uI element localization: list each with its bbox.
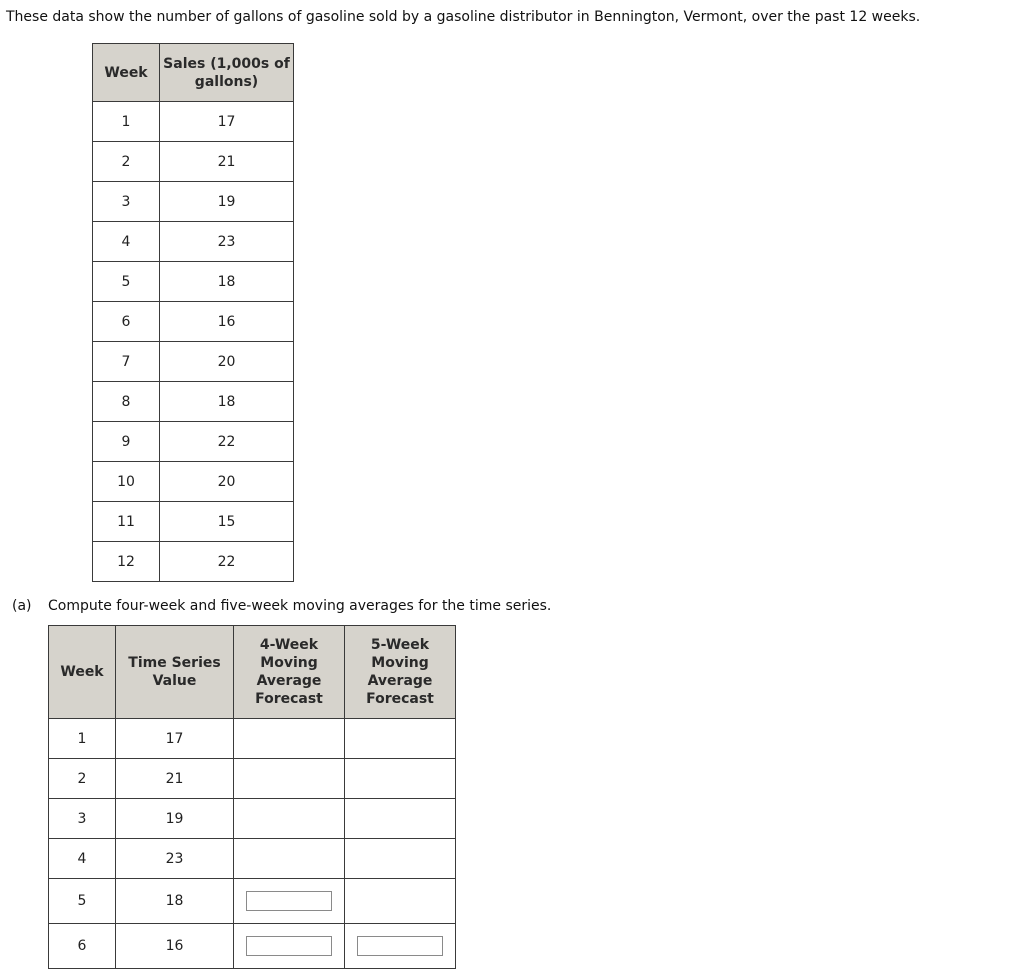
week-cell: 1 [49, 719, 116, 759]
table-row [93, 542, 294, 582]
table-row [49, 879, 456, 924]
sales-cell: 17 [160, 102, 294, 142]
forecast-5-week-cell [345, 719, 456, 759]
table-row [49, 799, 456, 839]
table-row [49, 839, 456, 879]
table-header-row [49, 626, 456, 719]
forecast-5-week-cell [345, 879, 456, 924]
table-row [49, 719, 456, 759]
week-cell: 2 [49, 759, 116, 799]
table-row [93, 422, 294, 462]
column-header-week: Week [49, 626, 116, 719]
week-cell: 3 [93, 182, 160, 222]
week-cell: 11 [93, 502, 160, 542]
sales-cell: 20 [160, 462, 294, 502]
week-cell: 4 [49, 839, 116, 879]
forecast-4-week-cell [234, 759, 345, 799]
forecast-5-week-input-week-6[interactable] [357, 936, 443, 956]
forecast-5-week-cell [345, 799, 456, 839]
intro-text: These data show the number of gallons of gasoline sold by a gasoline distributor in Bennington, Vermont, over the past 12 weeks. [6, 9, 921, 25]
sales-cell: 18 [160, 262, 294, 302]
week-cell: 3 [49, 799, 116, 839]
week-cell: 2 [93, 142, 160, 182]
forecast-4-week-cell [234, 924, 345, 969]
week-cell: 1 [93, 102, 160, 142]
sales-cell: 22 [160, 422, 294, 462]
sales-cell: 23 [160, 222, 294, 262]
week-cell: 5 [93, 262, 160, 302]
value-cell: 18 [116, 879, 234, 924]
column-header-time-series-value: Time Series Value [116, 626, 234, 719]
table-row [93, 182, 294, 222]
table-row [93, 102, 294, 142]
moving-average-table [48, 625, 456, 969]
forecast-5-week-cell [345, 759, 456, 799]
sales-cell: 19 [160, 182, 294, 222]
forecast-5-week-cell [345, 924, 456, 969]
question-a [12, 598, 551, 614]
sales-data-table [92, 43, 294, 582]
column-header-sales: Sales (1,000s of gallons) [160, 44, 294, 102]
sales-cell: 21 [160, 142, 294, 182]
table-row [93, 222, 294, 262]
value-cell: 16 [116, 924, 234, 969]
value-cell: 19 [116, 799, 234, 839]
value-cell: 23 [116, 839, 234, 879]
question-text: Compute four-week and five-week moving averages for the time series. [48, 598, 552, 614]
column-header-week: Week [93, 44, 160, 102]
column-header-5-week-forecast: 5-Week Moving Average Forecast [345, 626, 456, 719]
question-label: (a) [12, 598, 32, 614]
table-row [93, 342, 294, 382]
forecast-4-week-cell [234, 879, 345, 924]
table-row [49, 759, 456, 799]
value-cell: 17 [116, 719, 234, 759]
forecast-5-week-cell [345, 839, 456, 879]
sales-cell: 22 [160, 542, 294, 582]
table-row [93, 462, 294, 502]
table-header-row [93, 44, 294, 102]
table-row [93, 262, 294, 302]
week-cell: 5 [49, 879, 116, 924]
table-row [93, 302, 294, 342]
table-row [49, 924, 456, 969]
value-cell: 21 [116, 759, 234, 799]
week-cell: 7 [93, 342, 160, 382]
forecast-4-week-cell [234, 799, 345, 839]
forecast-4-week-cell [234, 719, 345, 759]
forecast-4-week-cell [234, 839, 345, 879]
sales-cell: 20 [160, 342, 294, 382]
week-cell: 10 [93, 462, 160, 502]
sales-cell: 15 [160, 502, 294, 542]
column-header-4-week-forecast: 4-Week Moving Average Forecast [234, 626, 345, 719]
forecast-4-week-input-week-6[interactable] [246, 936, 332, 956]
table-row [93, 382, 294, 422]
week-cell: 6 [93, 302, 160, 342]
sales-cell: 16 [160, 302, 294, 342]
sales-cell: 18 [160, 382, 294, 422]
table-row [93, 142, 294, 182]
week-cell: 8 [93, 382, 160, 422]
forecast-4-week-input-week-5[interactable] [246, 891, 332, 911]
table-row [93, 502, 294, 542]
week-cell: 6 [49, 924, 116, 969]
week-cell: 12 [93, 542, 160, 582]
week-cell: 9 [93, 422, 160, 462]
week-cell: 4 [93, 222, 160, 262]
